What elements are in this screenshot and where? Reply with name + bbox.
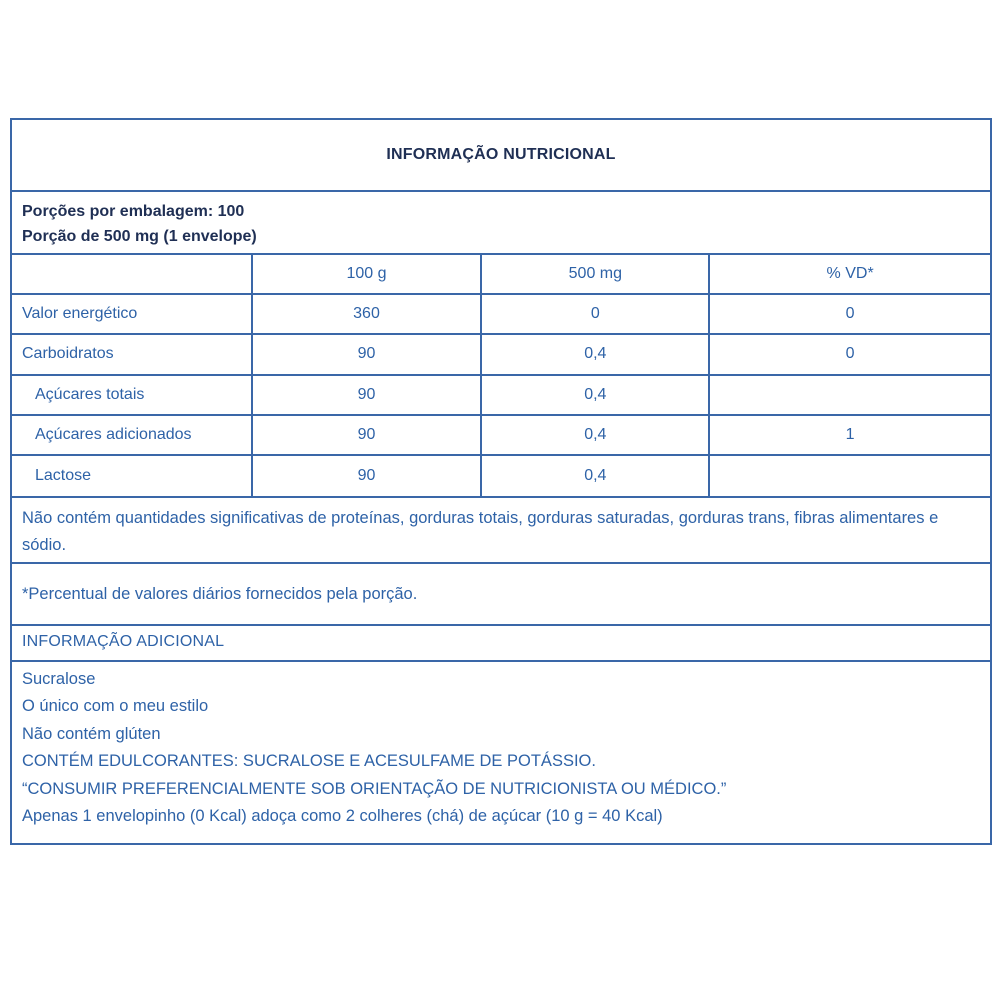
cell-500mg: 0,4 xyxy=(482,456,710,496)
additional-info-line: CONTÉM EDULCORANTES: SUCRALOSE E ACESULFAME DE POTÁSSIO. xyxy=(22,752,596,771)
column-header-100g: 100 g xyxy=(253,255,483,295)
cell-100g: 90 xyxy=(253,456,483,496)
table-title: INFORMAÇÃO NUTRICIONAL xyxy=(386,146,616,163)
additional-info-line: Não contém glúten xyxy=(22,724,161,743)
portions-per-package: Porções por embalagem: 100 xyxy=(22,203,245,220)
cell-vd: 0 xyxy=(710,335,990,375)
nutrient-label: Açúcares totais xyxy=(12,376,253,416)
cell-500mg: 0 xyxy=(482,295,710,335)
nutrient-label: Açúcares adicionados xyxy=(12,416,253,456)
cell-vd: 1 xyxy=(710,416,990,456)
additional-info-block xyxy=(12,660,990,831)
cell-100g: 90 xyxy=(253,335,483,375)
percent-daily-values-note: *Percentual de valores diários fornecidos pela porção. xyxy=(12,562,990,624)
nutrient-label: Lactose xyxy=(12,456,253,496)
nutrient-grid xyxy=(12,253,990,496)
cell-100g: 90 xyxy=(253,376,483,416)
no-significant-amounts-note: Não contém quantidades significativas de proteínas, gorduras totais, gorduras saturadas, gorduras trans, fibras alimentares e sódio. xyxy=(12,496,990,562)
cell-vd xyxy=(710,376,990,416)
portion-info xyxy=(12,190,990,253)
cell-500mg: 0,4 xyxy=(482,416,710,456)
cell-500mg: 0,4 xyxy=(482,376,710,416)
additional-info-line: “CONSUMIR PREFERENCIALMENTE SOB ORIENTAÇÃO DE NUTRICIONISTA OU MÉDICO.” xyxy=(22,779,727,798)
column-header-500mg: 500 mg xyxy=(482,255,710,295)
cell-100g: 360 xyxy=(253,295,483,335)
cell-100g: 90 xyxy=(253,416,483,456)
additional-info-line: Apenas 1 envelopinho (0 Kcal) adoça como 2 colheres (chá) de açúcar (10 g = 40 Kcal) xyxy=(22,807,663,826)
column-header-blank xyxy=(12,255,253,295)
nutrition-table xyxy=(10,118,992,845)
additional-info-line: O único com o meu estilo xyxy=(22,697,209,716)
nutrient-label: Valor energético xyxy=(12,295,253,335)
portion-size: Porção de 500 mg (1 envelope) xyxy=(22,228,257,245)
additional-info-header: INFORMAÇÃO ADICIONAL xyxy=(12,624,990,660)
cell-500mg: 0,4 xyxy=(482,335,710,375)
additional-info-line: Sucralose xyxy=(22,670,96,688)
cell-vd xyxy=(710,456,990,496)
nutrient-label: Carboidratos xyxy=(12,335,253,375)
cell-vd: 0 xyxy=(710,295,990,335)
column-header-vd: % VD* xyxy=(710,255,990,295)
